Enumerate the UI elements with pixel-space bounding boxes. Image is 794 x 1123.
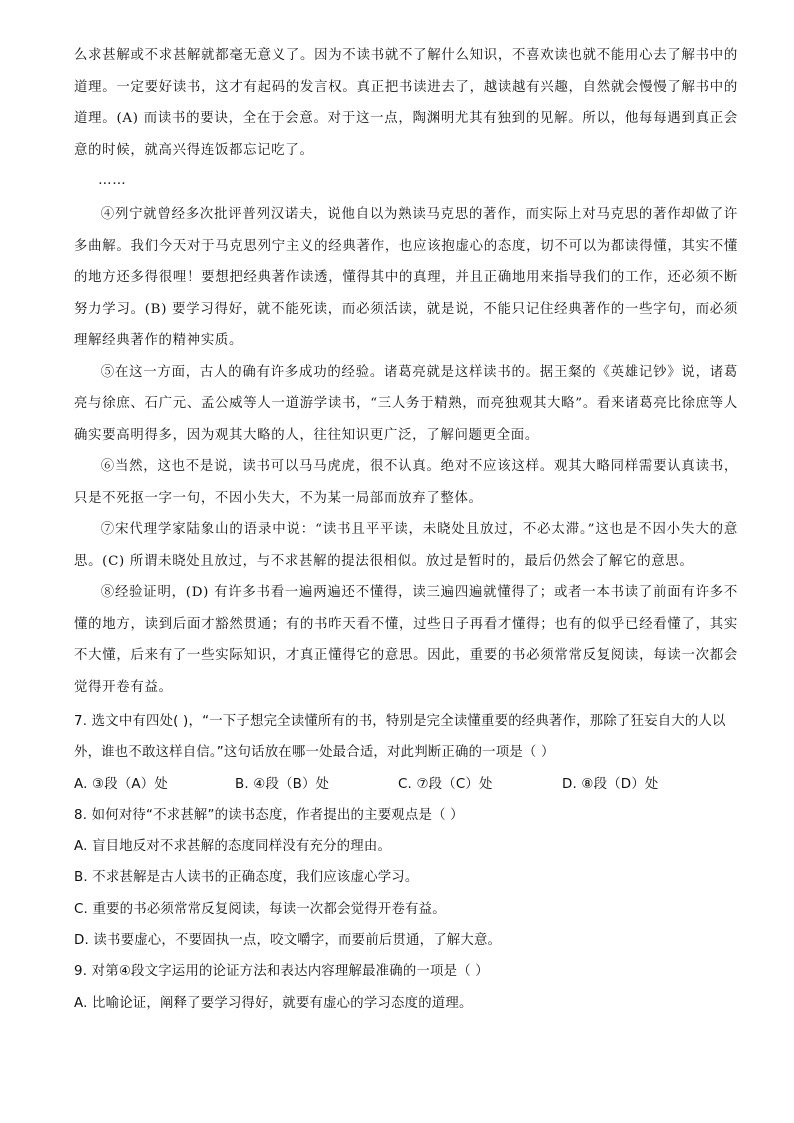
passage-paragraph-6: ⑥当然，这也不是说，读书可以马马虎虎，很不认真。绝对不应该这样。观其大略同样需要认真读书，只是不死抠一字一句，不因小失大，不为某一局部而放弃了整体。: [74, 459, 738, 506]
question-7-option-d[interactable]: D. ⑧段（D）处: [562, 776, 659, 792]
passage-paragraph-4: ④列宁就曾经多次批评普列汉诺夫，说他自以为熟读马克思的著作，而实际上对马克思的著作却做了许多曲解。我们今天对于马克思列宁主义的经典著作，也应该抱虚心的态度，切不可以为都读得懂，其实不懂的地方还多得很哩！要想把经典著作读透，懂得其中的真理，并且正确地用来指导我们的工作，还必须不断努力学习。(B) 要学习得好，就不能死读，而必须活读，就是说，不能只记住经典著作的一些字句，而必须理解经典著作的精神实质。: [74, 207, 738, 348]
question-7-option-a[interactable]: A. ③段（A）处: [74, 776, 168, 792]
passage-ellipsis: ……: [98, 173, 127, 188]
passage-paragraph-8: ⑧经验证明，(D) 有许多书看一遍两遍还不懂得，读三遍四遍就懂得了；或者一本书读了前面有许多不懂的地方，读到后面才豁然贯通；有的书昨天看不懂，过些日子再看才懂得；也有的似乎已经看懂了，其实不大懂，后来有了一些实际知识，才真正懂得它的意思。因此，重要的书必须常常反复阅读，每读一次都会觉得开卷有益。: [74, 585, 738, 695]
question-9-option-a[interactable]: A. 比喻论证，阐释了要学习得好，就要有虚心的学习态度的道理。: [74, 995, 473, 1011]
passage-paragraph-continued: 么求甚解或不求甚解就都毫无意义了。因为不读书就不了解什么知识，不喜欢读也就不能用心去了解书中的道理。一定要好读书，这才有起码的发言权。真正把书读进去了，越读越有兴趣，自然就会慢慢了解书中的道理。(A) 而读书的要诀，全在于会意。对于这一点，陶渊明尤其有独到的见解。所以，他每每遇到真正会意的时候，就高兴得连饭都忘记吃了。: [74, 48, 738, 158]
question-7-stem: 7. 选文中有四处( )，“一下子想完全读懂所有的书，特别是完全读懂重要的经典著作，那除了狂妄自大的人以外，谁也不敢这样自信。”这句话放在哪一处最合适，对此判断正确的一项是（ ）: [74, 714, 726, 761]
question-9-stem: 9. 对第④段文字运用的论证方法和表达内容理解最准确的一项是（ ）: [74, 964, 489, 980]
passage-paragraph-7: ⑦宋代理学家陆象山的语录中说：“读书且平平读，未晓处且放过，不必太滞。”这也是不因小失大的意思。(C) 所谓未晓处且放过，与不求甚解的提法很相似。放过是暂时的，最后仍然会了解它的意思。: [74, 522, 738, 569]
question-7-options: [74, 769, 738, 800]
question-8-option-b[interactable]: B. 不求甚解是古人读书的正确态度，我们应该虚心学习。: [74, 870, 419, 886]
question-8-option-a[interactable]: A. 盲目地反对不求甚解的态度同样没有充分的理由。: [74, 839, 392, 855]
questions-section: [74, 706, 738, 1019]
question-8-stem: 8. 如何对待“不求甚解”的读书态度，作者提出的主要观点是（ ）: [74, 807, 464, 823]
passage-paragraph-5: ⑤在这一方面，古人的确有许多成功的经验。诸葛亮就是这样读书的。据王粲的《英雄记钞》说，诸葛亮与徐庶、石广元、孟公威等人一道游学读书，“三人务于精熟，而亮独观其大略”。看来诸葛亮比徐庶等人确实要高明得多，因为观其大略的人，往往知识更广泛，了解问题更全面。: [74, 364, 738, 443]
reading-passage: [74, 40, 738, 703]
question-8-option-c[interactable]: C. 重要的书必须常常反复阅读，每读一次都会觉得开卷有益。: [74, 901, 446, 917]
question-7-option-b[interactable]: B. ④段（B）处: [235, 776, 330, 792]
question-8-option-d[interactable]: D. 读书要虚心，不要固执一点，咬文嚼字，而要前后贯通，了解大意。: [74, 933, 502, 949]
question-7-option-c[interactable]: C. ⑦段（C）处: [398, 776, 493, 792]
